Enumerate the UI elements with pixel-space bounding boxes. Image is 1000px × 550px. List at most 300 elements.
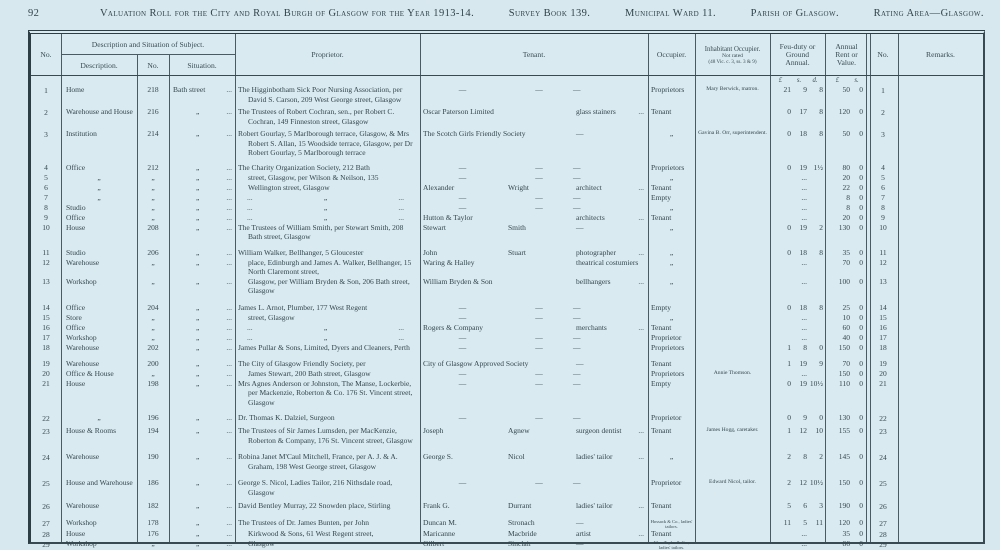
description-cell: House [66,378,86,388]
spacer-cell [898,76,983,85]
proprietor-cell: The City of Glasgow Friendly Society, per [238,358,366,368]
feu-value [807,323,825,333]
inhabitant-occupier-cell [695,518,770,529]
inhabitant-occupier-cell [695,303,770,313]
rent-value: 0 [859,358,863,368]
tenant-occupation-wrap [573,369,648,379]
rating-area-label: Rating Area—Glasgow. [873,8,984,19]
situation-cell [169,413,235,423]
ditto-mark: „ [323,322,328,332]
tenant-occupation: — [573,202,581,212]
remarks-cell [898,107,983,126]
situation-text: „ [196,276,200,286]
tenant-occupation-wrap [576,518,648,529]
inhabitant-occupier-cell [695,539,770,550]
tenant-forename: — [458,342,467,352]
rent-value: 150 [838,342,850,352]
description-cell: „ [97,413,101,422]
spacer-cell [169,76,235,85]
table-row [31,369,983,379]
street-number-cell: 176 [147,529,159,538]
inhabitant-occupier-cell [695,501,770,511]
feu-duty-cell [770,107,825,126]
situation-cell [169,193,235,203]
tenant-cell [420,426,648,445]
feu-duty-cell [770,85,825,104]
annual-rent-cell [825,501,868,511]
annual-rent-cell [825,303,868,313]
tenant-forename: — [458,368,467,378]
rent-value: 0 [859,426,863,435]
tenant-occupation-wrap [576,323,648,333]
situation-cell [169,129,235,158]
parish-label: Parish of Glasgow. [750,8,840,19]
street-number-cell: 206 [147,247,159,257]
tenant-cell [420,343,648,353]
row-number: 27 [42,518,50,528]
tenant-occupation: glass stainers [576,107,616,116]
tenant-occupation: ladies' tailor [576,501,613,510]
rent-value: 150 [838,368,850,378]
tenant-surname: — [535,85,543,94]
table-row [31,242,983,258]
tenant-occupation: — [573,478,581,487]
row-number: 15 [42,313,50,322]
feu-value: 12 [799,426,807,435]
rent-value: 0 [859,312,863,322]
proprietor-cell: David Bentley Murray, 22 Snowden place, Stirling [238,501,391,510]
description-cell: House [66,222,86,232]
table-row [31,333,983,343]
rent-value: 110 [839,378,850,388]
description-cell: Studio [66,247,86,257]
proprietor-cell: James Stewart, 200 Bath street, Glasgow [248,368,371,378]
street-number-cell: 182 [147,501,159,510]
leader-dots: ... [226,358,232,368]
rent-value: 155 [838,426,850,435]
annual-rent-cell [825,258,868,277]
row-number-right: 14 [879,303,887,312]
annual-rent-cell [825,173,868,183]
leader-dots: ... [226,501,232,510]
tenant-occupation-wrap [576,501,648,511]
situation-text: „ [196,212,200,222]
col-header-desc-situation: Description and Situation of Subject. [61,34,235,55]
feu-value: ... [801,312,807,322]
feu-duty-cell [770,379,825,408]
table-row [31,529,983,539]
spacer-cell [420,76,648,85]
situation-cell [169,303,235,313]
feu-value: 5 [787,501,791,510]
spacer-cell [235,76,420,85]
table-row [31,296,983,313]
description-cell: Warehouse [66,342,100,352]
feu-value [770,258,791,277]
leader-dots: ... [226,332,232,342]
row-number-right: 17 [879,333,887,342]
row-number: 12 [42,258,50,267]
page-number: 92 [28,8,40,19]
occupier-cell: „ [669,276,674,286]
table-row [31,213,983,223]
tenant-cell [420,333,648,343]
rent-value: 70 [842,257,850,267]
description-cell: Office [66,322,86,332]
proprietor-cell: James L. Arnot, Plumber, 177 West Regent [238,302,368,312]
situation-cell [169,359,235,369]
street-number-cell: 216 [147,107,159,116]
tenant-cell [420,203,648,213]
tenant-occupation-wrap [576,248,648,258]
feu-duty-cell [770,323,825,333]
situation-cell [169,248,235,258]
row-number-right: 23 [879,426,887,436]
table-row [31,158,983,173]
valuation-roll-table [28,30,985,550]
remarks-cell [898,183,983,193]
leader-dots: ... [247,332,253,342]
table-row [31,313,983,323]
occupier-cell: Empty [651,302,671,312]
annual-rent-cell [825,203,868,213]
tenant-occupation: — [573,413,581,422]
row-number: 22 [42,413,50,423]
remarks-cell [898,258,983,277]
tenant-surname: Stuart [508,247,526,257]
tenant-forename: — [458,162,467,172]
row-number-right: 11 [879,248,887,257]
remarks-cell [898,323,983,333]
rent-value: 0 [859,192,863,202]
leader-dots: ... [638,529,644,538]
remarks-cell [898,313,983,323]
feu-duty-cell [770,359,825,369]
tenant-forename: Rogers & Company [423,322,483,332]
leader-dots: ... [398,192,404,202]
street-number-cell: „ [151,192,155,202]
feu-value [807,369,825,379]
rent-value: 0 [859,452,863,461]
row-number: 29 [42,539,50,549]
occupier-cell: Proprietor [651,413,682,422]
tenant-occupation: — [576,518,584,527]
situation-text: „ [196,478,200,487]
table-row [31,379,983,408]
tenant-forename: — [458,172,467,182]
tenant-forename: — [458,202,467,212]
tenant-surname [508,213,576,223]
table-row [31,173,983,183]
street-number-cell: „ [151,276,155,286]
tenant-cell [420,248,648,258]
row-number-right: 8 [881,203,885,212]
row-number-right: 20 [879,369,887,378]
table-row [31,423,983,445]
feu-duty-cell [770,303,825,313]
feu-value [807,539,825,550]
occupier-cell: Proprietors [651,368,685,378]
tenant-forename: — [458,413,467,422]
tenant-occupation: — [573,342,581,352]
tenant-occupation: — [576,358,584,368]
feu-value [770,369,791,379]
rent-value: 0 [859,276,863,286]
row-number-right: 27 [879,518,887,528]
remarks-cell [898,359,983,369]
occupier-cell: Tenant [651,358,672,368]
leader-dots: ... [398,332,404,342]
proprietor-cell: Mrs Agnes Anderson or Johnston, The Manse, Lockerbie, per Mackenzie, Roberton & Co. 176 St. Vincent street, Glasgow [238,378,413,407]
tenant-cell [420,379,648,408]
feu-value: ... [801,368,807,378]
row-number-right: 18 [879,343,887,352]
leader-dots: ... [638,212,644,222]
tenant-surname: — [535,332,543,342]
table-header-row [31,34,983,76]
inhabitant-occupier-cell [695,193,770,203]
tenant-cell [420,539,648,550]
tenant-forename: William Bryden & Son [423,276,493,286]
feu-value: 0 [787,413,791,422]
tenant-forename: — [458,302,467,312]
situation-cell [169,343,235,353]
feu-duty-cell [770,183,825,193]
rent-value: 0 [859,107,863,116]
feu-value: 8 [819,85,823,94]
tenant-occupation: architects [576,212,605,222]
inhabitant-occupier-cell: Mary Berwick, matron. [706,86,759,92]
situation-cell [169,333,235,343]
rent-value: 0 [859,342,863,352]
street-number-cell: 200 [147,358,159,368]
occupier-cell: Tenant [651,182,672,192]
leader-dots: ... [638,182,644,192]
feu-value: 10½ [809,378,823,388]
tenant-occupation-wrap [573,85,648,104]
situation-text: „ [196,257,200,267]
rent-value: 50 [842,129,850,138]
description-cell: Workshop [66,276,97,286]
tenant-cell [420,258,648,277]
proprietor-cell: Glasgow [248,539,275,548]
rent-value: 0 [859,322,863,332]
tenant-occupation-wrap [573,379,648,408]
feu-value: 10½ [809,478,823,487]
col-header-annual-rent: Annual Rent or Value. [835,41,858,67]
feu-duty-cell [770,313,825,323]
inhabitant-occupier-cell: Gavina B. Orr, superintendent. [698,130,767,136]
situation-cell [169,163,235,173]
proprietor-cell: The Trustees of Dr. James Bunten, per John [238,518,370,527]
feu-duty-cell [770,213,825,223]
occupier-cell: Proprietor [651,478,682,487]
table-row [31,203,983,213]
tenant-occupation-wrap [576,277,648,296]
annual-rent-cell [825,163,868,173]
rent-value: 35 [842,529,850,538]
occupier-cell: Empty [651,192,671,202]
street-number-cell: „ [151,257,155,267]
occupier-cell: „ [669,452,674,461]
rent-value: 120 [838,518,850,527]
tenant-surname: — [535,312,543,322]
feu-value: ... [801,212,807,222]
rent-value: 0 [859,85,863,94]
street-number-cell: 212 [147,162,159,172]
tenant-occupation-wrap [576,213,648,223]
feu-duty-cell [770,501,825,511]
row-number-right: 24 [879,452,887,462]
rent-value: 0 [859,257,863,267]
tenant-cell [420,107,648,126]
occupier-cell: „ [669,129,674,138]
proprietor-cell: The Trustees of William Smith, per Stewart Smith, 208 Bath street, Glasgow [238,222,404,241]
tenant-surname: — [535,478,543,487]
feu-value: 1 [787,342,791,352]
tenant-cell [420,183,648,193]
feu-value: ... [801,257,807,267]
tenant-cell [420,518,648,529]
tenant-cell [420,313,648,323]
leader-dots: ... [226,426,232,435]
situation-text: „ [196,247,200,257]
row-number-right: 5 [881,173,885,182]
inhabitant-occupier-cell [695,379,770,408]
description-cell: Office [66,302,86,312]
feu-value: ... [801,276,807,286]
table-row [31,277,983,296]
remarks-cell [898,173,983,183]
description-cell: Office & House [66,368,114,378]
remarks-cell [898,478,983,497]
annual-rent-cell [825,359,868,369]
rent-value: 20 [842,212,850,222]
leader-dots: ... [226,342,232,352]
proprietor-cell: Robert Gourlay, 5 Marlborough terrace, Glasgow, & Mrs Robert S. Allan, 15 Woodside terrace, Glasgow, per Dr Robert Gourlay, 5 Marlborough terrace [238,129,413,157]
annual-rent-cell [825,379,868,408]
table-row [31,223,983,242]
situation-text: „ [196,312,200,322]
remarks-cell [898,379,983,408]
inhabitant-occupier-cell [695,323,770,333]
leader-dots: ... [226,518,232,527]
tenant-surname: Durrant [508,501,532,510]
situation-cell [169,213,235,223]
feu-value [770,313,791,323]
situation-text: „ [196,518,200,527]
situation-text: „ [196,452,200,461]
row-number: 24 [42,452,50,462]
tenant-surname: Wright [508,182,529,192]
tenant-cell [420,303,648,313]
tenant-surname: Sinclair [508,539,532,548]
feu-duty-cell [770,173,825,183]
proprietor-cell: street, Glasgow [248,312,295,322]
feu-value: 1 [787,358,791,368]
feu-value: ... [801,332,807,342]
proprietor-cell: place, Edinburgh and James A. Walker, Bellhanger, 15 North Claremont street, [248,257,412,276]
situation-text: „ [196,222,200,232]
row-number: 25 [42,478,50,488]
feu-duty-cell [770,529,825,539]
rent-value: 0 [859,222,863,232]
feu-duty-cell [770,369,825,379]
feu-value: 11 [815,518,823,527]
feu-value [770,203,791,213]
occupier-cell: Proprietors [651,342,685,352]
situation-text: „ [196,501,200,510]
feu-value: 10 [815,426,823,435]
leader-dots: ... [226,107,232,116]
proprietor-cell [235,323,420,333]
table-row [31,343,983,353]
feu-value: ... [801,529,807,538]
col-header-street-no: No. [147,60,159,70]
spacer-cell [31,76,61,85]
tenant-cell [420,452,648,471]
situation-text: „ [196,172,200,182]
situation-text: „ [196,129,200,138]
leader-dots: ... [226,257,232,267]
tenant-occupation-wrap [573,193,648,203]
tenant-cell [420,501,648,511]
row-number: 6 [44,183,48,192]
row-number: 8 [44,203,48,212]
feu-value [770,539,791,550]
tenant-occupation-wrap [576,223,648,242]
feu-value [807,213,825,223]
remarks-cell [898,129,983,158]
situation-text: „ [196,426,200,435]
annual-rent-cell [825,248,868,258]
tenant-occupation: — [573,85,581,94]
street-number-cell: 202 [147,342,159,352]
leader-dots: ... [226,212,232,222]
occupier-cell: Tenant [651,529,672,538]
feu-value: 0 [787,302,791,312]
rent-value: 86 [842,539,850,548]
proprietor-cell: Glasgow, per William Bryden & Son, 206 Bath street, Glasgow [248,276,410,295]
row-number: 11 [42,248,50,257]
situation-cell [169,183,235,193]
feu-value: 1 [787,426,791,435]
leader-dots: ... [638,247,644,257]
situation-text: „ [196,302,200,312]
remarks-cell [898,277,983,296]
row-number: 18 [42,343,50,352]
rent-value: 25 [842,302,850,312]
row-number: 10 [42,223,50,232]
annual-rent-cell [825,413,868,423]
inhabitant-occupier-cell [695,343,770,353]
feu-value: 8 [803,452,807,461]
annual-rent-cell [825,193,868,203]
feu-value: 8 [819,302,823,312]
situation-text: „ [196,378,200,388]
rent-value: 0 [859,302,863,312]
tenant-occupation-wrap [576,107,648,126]
tenant-occupation-wrap [576,452,648,471]
situation-cell [169,452,235,471]
feu-value: ... [801,539,807,548]
tenant-surname [508,323,576,333]
currency-symbol: s. [796,77,802,84]
tenant-cell [420,173,648,183]
table-row [31,183,983,193]
leader-dots: ... [398,202,404,212]
spacer-cell [868,76,898,85]
